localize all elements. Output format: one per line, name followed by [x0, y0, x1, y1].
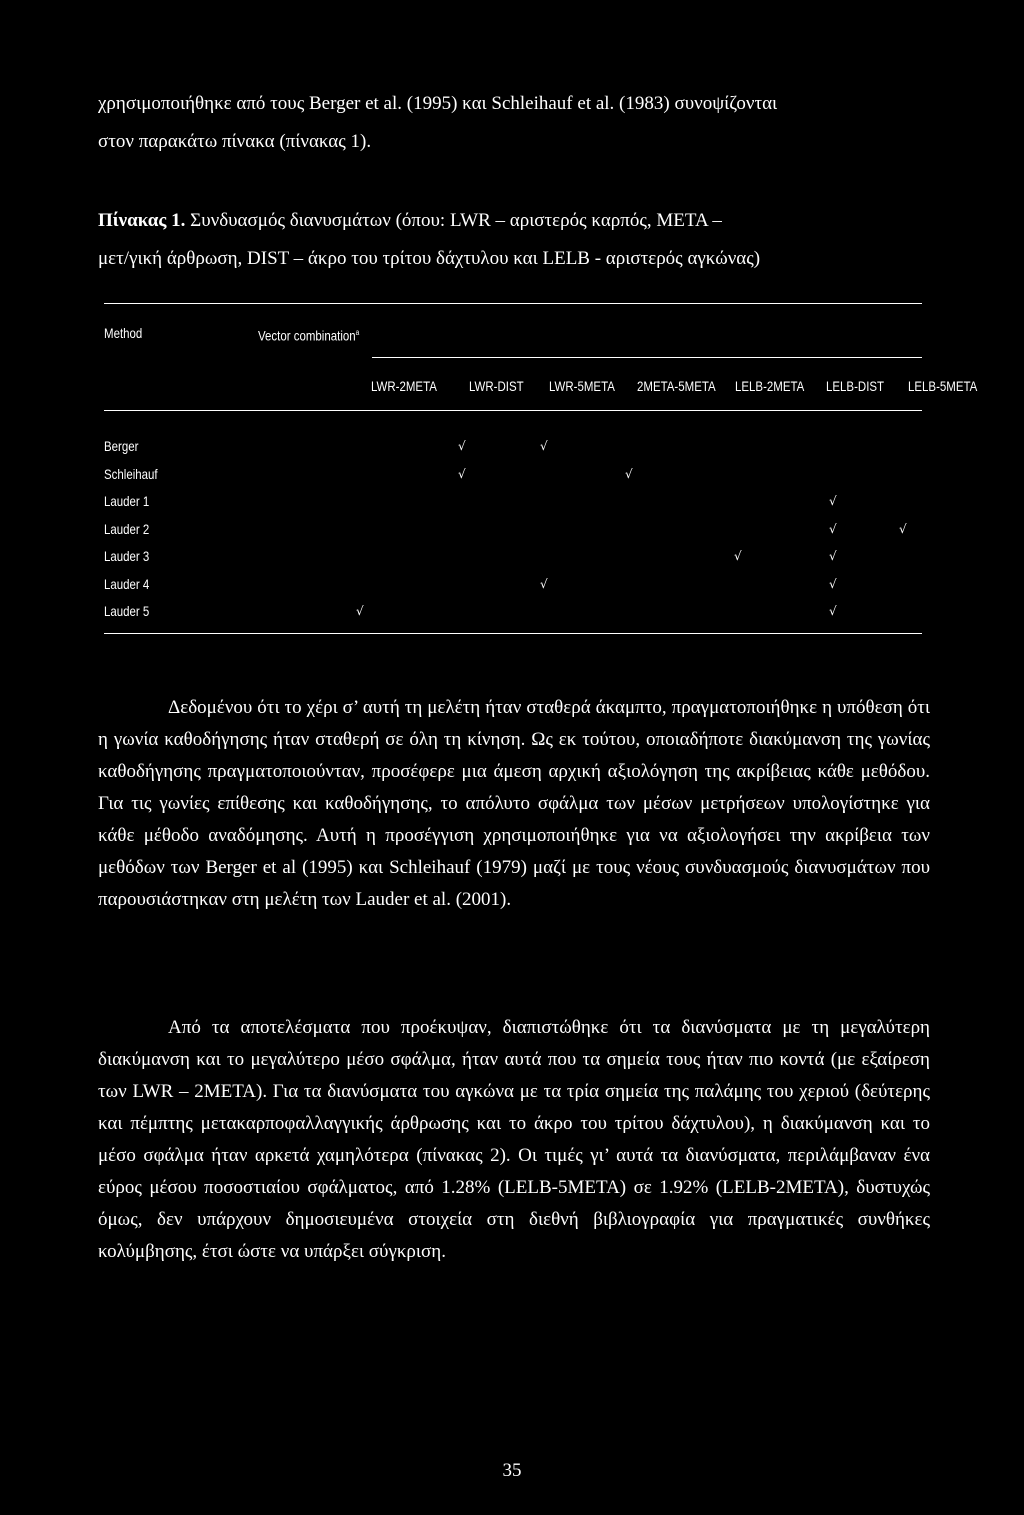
table-row-method: Lauder 3	[104, 548, 150, 564]
check-mark: √	[829, 576, 837, 591]
table-bottom-rule	[104, 633, 922, 634]
table-header-rule	[104, 410, 922, 411]
check-mark: √	[540, 439, 548, 453]
check-mark: √	[458, 439, 466, 453]
check-mark: √	[829, 494, 837, 508]
table-caption-label: Πίνακας 1.	[98, 210, 186, 231]
column-header: LELB-2META	[735, 378, 805, 394]
column-header: LELB-DIST	[826, 378, 885, 394]
column-header: 2META-5META	[637, 378, 716, 394]
check-mark: √	[899, 521, 907, 536]
column-header: LELB-5META	[908, 378, 978, 394]
table-row-method: Lauder 5	[104, 603, 150, 619]
body-paragraph-2: Από τα αποτελέσματα που προέκυψαν, διαπιστώθηκε ότι τα διανύσματα με τη μεγαλύτερη διακύμανση και το μεγαλύτερο μέσο σφάλμα, ήταν αυτά που τα σημεία τους ήταν πιο κοντά (με εξαίρεση των LWR – 2META). Για τα διανύσματα του αγκώνα με τα τρία σημεία της παλάμης του χεριού (δεύτερης και πέμπτης μετακαρποφαλλαγγικής άρθρωσης και το άκρο του τρίτου δάχτυλου), η διακύμανση και το μέσο σφάλμα ήταν αρκετά χαμηλότερα (πίνακας 2). Οι τιμές γι’ αυτά τα διανύσματα, περιλάμβαναν ένα εύρος μέσου ποσοστιαίου σφάλματος, από 1.28% (LELB-5META) σε 1.92% (LELB-2META), δυστυχώς όμως, δεν υπάρχουν δημοσιευμένα στοιχεία στη διεθνή βιβλιογραφία για πραγματικές συνθήκες κολύμβησης, έτσι ώστε να υπάρξει σύγκριση.	[98, 1017, 930, 1262]
check-mark: √	[829, 521, 837, 536]
intro-line-2: στον παρακάτω πίνακα (πίνακας 1).	[98, 131, 372, 152]
table-caption-text: Συνδυασμός διανυσμάτων (όπου: LWR – αριστερός καρπός, ΜΕΤΑ –	[190, 210, 722, 231]
check-mark: √	[356, 604, 364, 618]
check-mark: √	[829, 549, 837, 563]
table-row-method: Lauder 2	[104, 520, 150, 537]
column-header: LWR-DIST	[469, 378, 524, 394]
table-row-method: Schleihauf	[104, 465, 158, 482]
table-row-method: Berger	[104, 438, 139, 454]
table-top-rule	[104, 303, 922, 304]
check-mark: √	[829, 604, 837, 618]
page-number: 35	[502, 1460, 522, 1481]
check-mark: √	[734, 549, 742, 563]
column-header: LWR-5META	[549, 378, 615, 394]
table-caption-line-1	[98, 209, 722, 233]
table-row-method: Lauder 4	[104, 575, 150, 592]
table-vector-rule	[372, 357, 922, 358]
check-mark: √	[540, 576, 548, 591]
check-mark: √	[625, 466, 633, 481]
table-caption-line-2: μετ/γική άρθρωση, DIST – άκρο του τρίτου δάχτυλου και LELB - αριστερός αγκώνας)	[98, 248, 761, 269]
intro-line-1: χρησιμοποιήθηκε από τους Berger et al. (1995) και Schleihauf et al. (1983) συνοψίζονται	[98, 93, 778, 114]
table-row-method: Lauder 1	[104, 493, 150, 509]
column-header: LWR-2META	[371, 378, 437, 394]
check-mark: √	[458, 466, 466, 481]
vector-combination-header: Vector combination$^a$	[258, 327, 360, 344]
method-header: Method	[104, 325, 143, 341]
body-paragraph-1: Δεδομένου ότι το χέρι σ’ αυτή τη μελέτη ήταν σταθερά άκαμπτο, πραγματοποιήθηκε η υπόθεση ότι η γωνία καθοδήγησης ήταν σταθερή σε όλη τη κίνηση. Ως εκ τούτου, οποιαδήποτε διακύμανση της γωνίας καθοδήγησης πραγματοποιούνταν, προσέφερε μια άμεση αρχική αξιολόγηση της ακρίβειας κάθε μεθόδου. Για τις γωνίες επίθεσης και καθοδήγησης, το απόλυτο σφάλμα των μέσων μετρήσεων υπολογίστηκε για κάθε μέθοδο αναδόμησης. Αυτή η προσέγγιση χρησιμοποιήθηκε για να αξιολογήσει την ακρίβεια των μεθόδων των Berger et al (1995) και Schleihauf (1979) μαζί με τους νέους συνδυασμούς διανυσμάτων που παρουσιάστηκαν στη μελέτη των Lauder et al. (2001).	[98, 697, 930, 910]
